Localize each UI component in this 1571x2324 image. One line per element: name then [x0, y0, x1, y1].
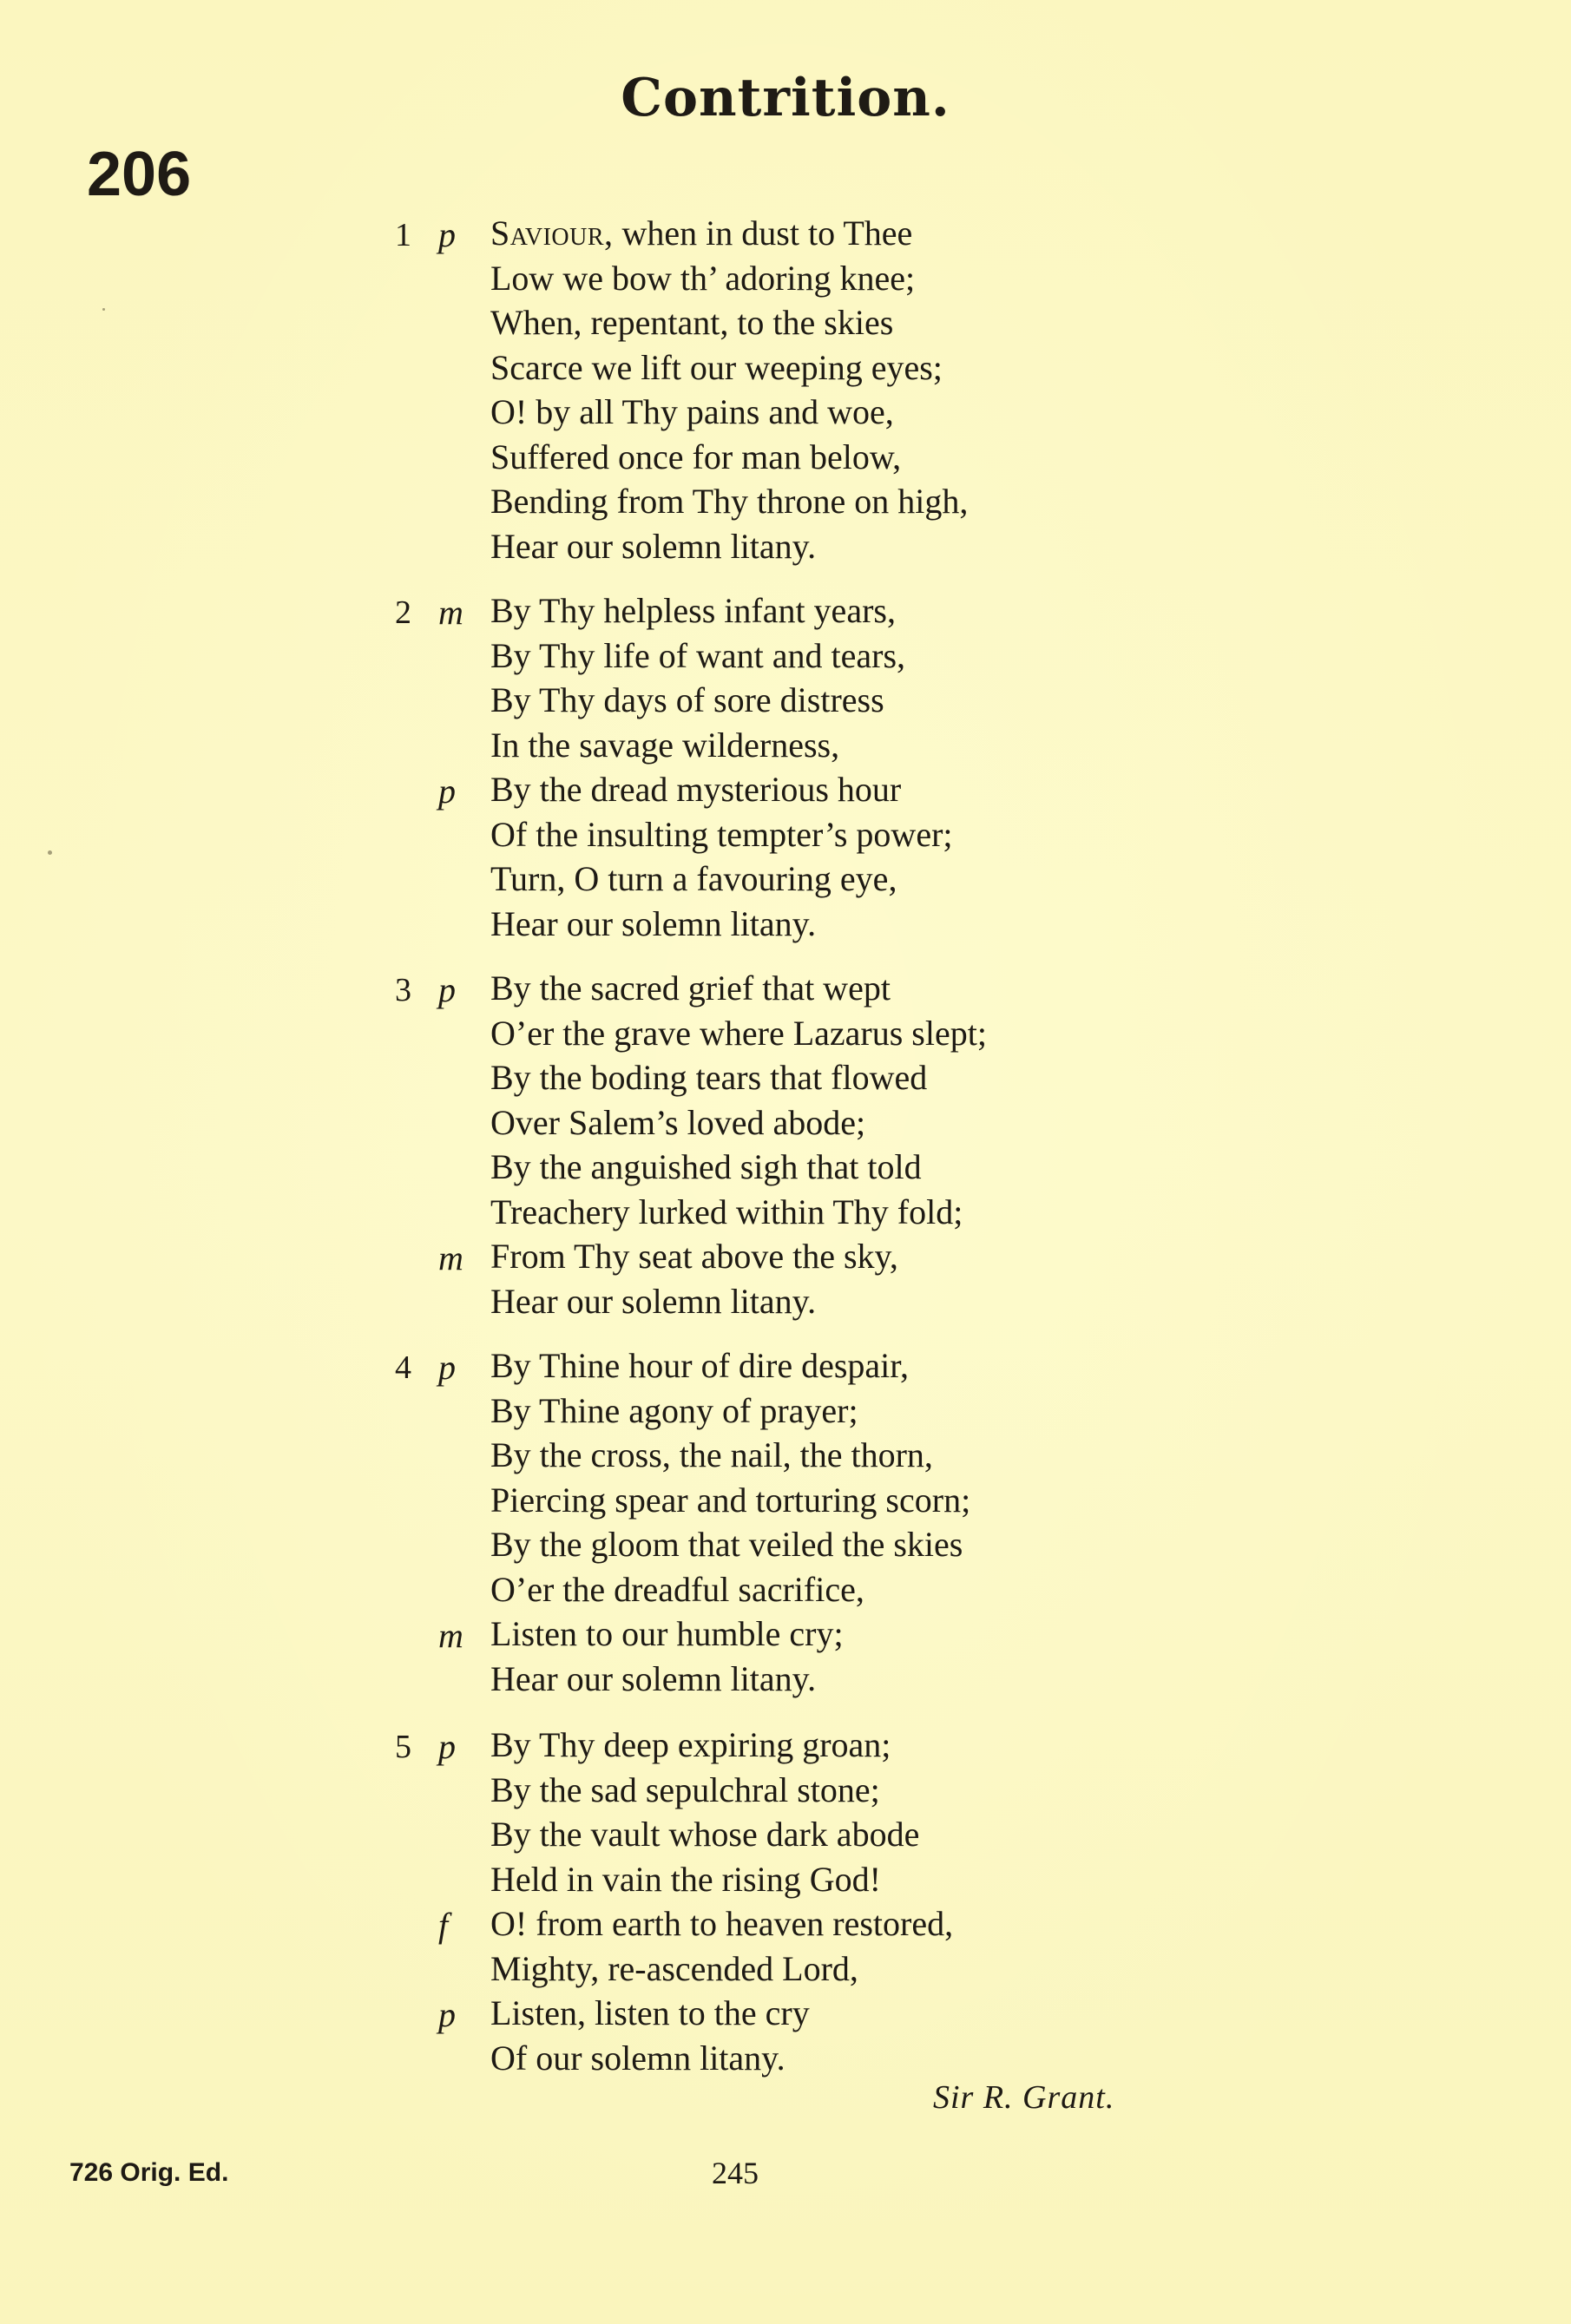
- dynamic-marking: p: [438, 1995, 456, 2034]
- line-text: Held in vain the rising God!: [490, 1860, 881, 1899]
- line-text: O’er the grave where Lazarus slept;: [490, 1014, 987, 1053]
- line-text: When, repentant, to the skies: [490, 303, 894, 342]
- line-text: Of our solemn litany.: [490, 2038, 786, 2078]
- line-text: By the sad sepulchral stone;: [490, 1770, 880, 1809]
- opening-word: Saviour,: [490, 213, 614, 253]
- dynamic-marking: p: [438, 215, 456, 254]
- line-text: Hear our solemn litany.: [490, 527, 817, 566]
- hymn-number: 206: [87, 140, 192, 209]
- line-text: By Thy days of sore distress: [490, 680, 884, 719]
- line-text: In the savage wilderness,: [490, 725, 840, 765]
- line-text: O’er the dreadful sacrifice,: [490, 1570, 864, 1609]
- line-text: By the gloom that veiled the skies: [490, 1525, 963, 1564]
- line-text: By Thy life of want and tears,: [490, 636, 906, 675]
- dynamic-marking: m: [438, 593, 463, 632]
- dynamic-marking: m: [438, 1238, 463, 1277]
- paper-speck: [102, 308, 105, 311]
- verse-number: 3: [395, 972, 411, 1008]
- line-text: Over Salem’s loved abode;: [490, 1103, 866, 1142]
- line-text: By Thine hour of dire despair,: [490, 1346, 909, 1385]
- line-text: Hear our solemn litany.: [490, 1282, 817, 1321]
- line-text: Listen, listen to the cry: [490, 1993, 810, 2032]
- author-attribution: Sir R. Grant.: [933, 2079, 1115, 2116]
- dynamic-marking: p: [438, 771, 456, 811]
- original-edition-reference: 726 Orig. Ed.: [69, 2158, 229, 2187]
- line-text: By Thy deep expiring groan;: [490, 1725, 891, 1764]
- verse-number: 2: [395, 594, 411, 631]
- line-text: By the cross, the nail, the thorn,: [490, 1435, 933, 1474]
- line-text: Bending from Thy throne on high,: [490, 482, 969, 521]
- dynamic-marking: m: [438, 1616, 463, 1655]
- line-text: Suffered once for man below,: [490, 437, 902, 476]
- line-text: By Thy helpless infant years,: [490, 591, 896, 630]
- line-text: By the vault whose dark abode: [490, 1815, 920, 1854]
- line-text: By Thine agony of prayer;: [490, 1391, 858, 1430]
- line-text: From Thy seat above the sky,: [490, 1237, 898, 1276]
- line-text: O! by all Thy pains and woe,: [490, 392, 894, 431]
- line-text: By the sacred grief that wept: [490, 968, 891, 1008]
- verse-number: 4: [395, 1349, 411, 1386]
- line-text: [490, 213, 912, 253]
- line-text: Hear our solemn litany.: [490, 904, 817, 943]
- line-text: O! from earth to heaven restored,: [490, 1904, 954, 1943]
- page-number: 245: [712, 2156, 759, 2190]
- line-text: Treachery lurked within Thy fold;: [490, 1192, 963, 1231]
- line-text: By the boding tears that flowed: [490, 1058, 928, 1097]
- line-text: Mighty, re-ascended Lord,: [490, 1949, 858, 1988]
- line-text: Piercing spear and torturing scorn;: [490, 1480, 971, 1520]
- line-text: Hear our solemn litany.: [490, 1659, 817, 1698]
- dynamic-marking: p: [438, 1727, 456, 1766]
- line-text: Of the insulting tempter’s power;: [490, 815, 953, 854]
- dynamic-marking: p: [438, 1348, 456, 1387]
- verse-number: 5: [395, 1729, 411, 1765]
- dynamic-marking: p: [438, 970, 456, 1009]
- line-text-rest: when in dust to Thee: [613, 213, 913, 253]
- line-text: Listen to our humble cry;: [490, 1614, 844, 1653]
- line-text: Low we bow th’ adoring knee;: [490, 259, 916, 298]
- paper-speck: [48, 850, 52, 855]
- line-text: By the anguished sigh that told: [490, 1147, 922, 1186]
- line-text: Turn, O turn a favouring eye,: [490, 859, 897, 898]
- page-title: Contrition.: [621, 68, 950, 128]
- dynamic-marking: f: [438, 1906, 449, 1945]
- verse-number: 1: [395, 217, 411, 253]
- line-text: Scarce we lift our weeping eyes;: [490, 348, 943, 387]
- line-text: By the dread mysterious hour: [490, 770, 902, 809]
